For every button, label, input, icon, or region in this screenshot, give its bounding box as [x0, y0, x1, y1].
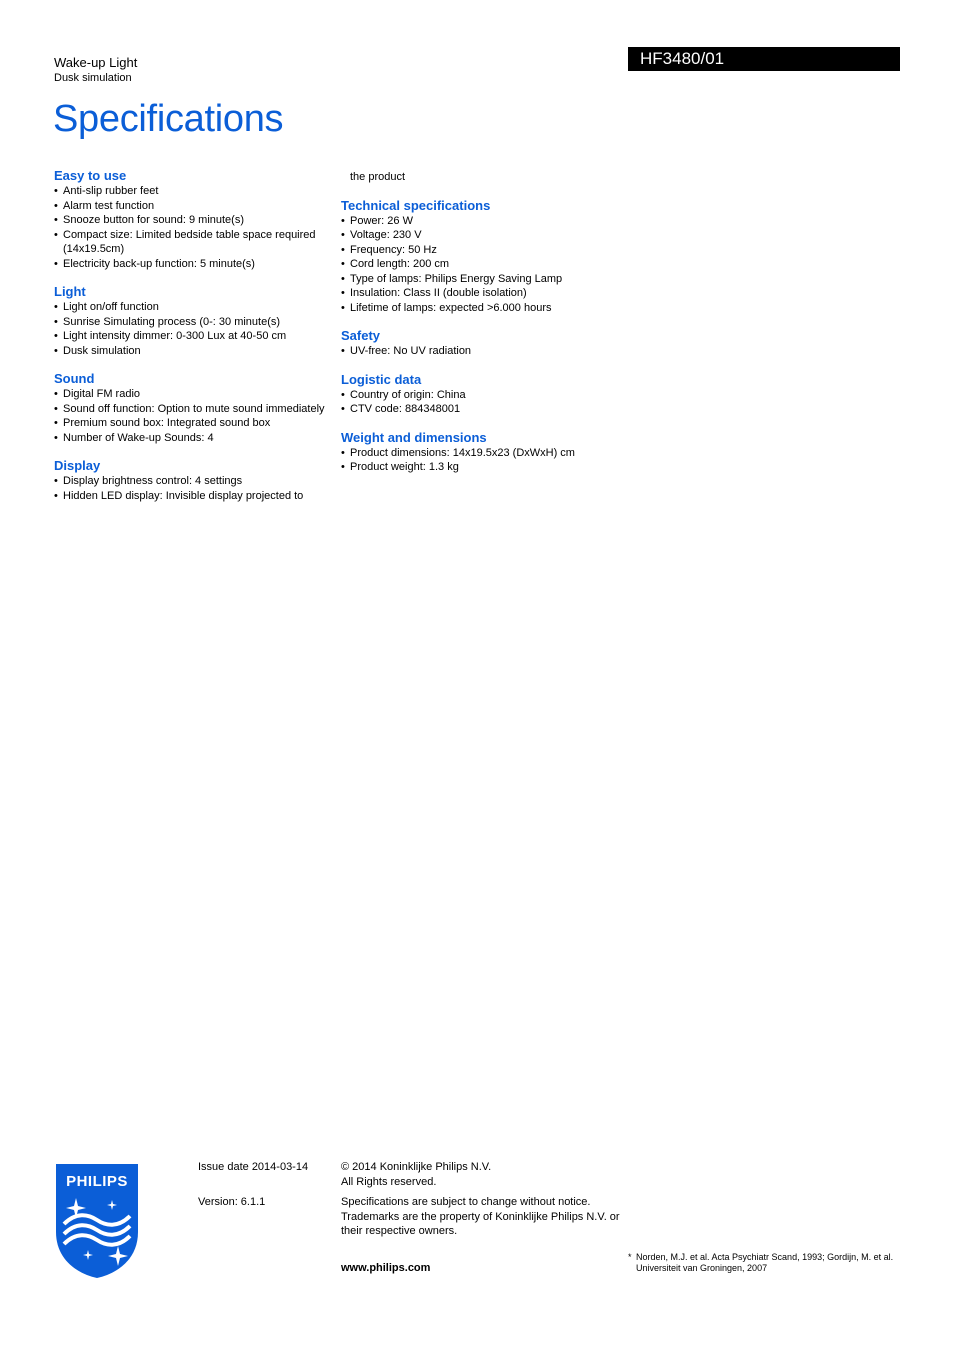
spec-section-sound — [54, 371, 329, 445]
bullet-icon: • — [341, 258, 345, 270]
spec-item-text: UV-free: No UV radiation — [350, 345, 472, 357]
model-badge — [628, 47, 900, 71]
bullet-icon: • — [54, 330, 58, 342]
spec-item — [341, 214, 631, 229]
bullet-icon: • — [54, 388, 58, 400]
copyright-line-2: All Rights reserved. — [341, 1175, 437, 1188]
bullet-icon: • — [54, 344, 58, 357]
bullet-icon: • — [341, 214, 345, 227]
spec-item — [54, 387, 329, 402]
bullet-icon: • — [54, 431, 58, 444]
spec-item-text: Dusk simulation — [63, 344, 141, 357]
bullet-icon: • — [54, 199, 58, 212]
bullet-icon: • — [341, 229, 345, 241]
spec-item-text: Snooze button for sound: 9 minute(s) — [63, 214, 244, 226]
bullet-icon: • — [341, 272, 345, 285]
section-heading: Logistic data — [341, 371, 422, 387]
spec-list — [54, 300, 329, 358]
spec-item — [54, 329, 329, 344]
spec-item-text: Sunrise Simulating process (0-: 30 minute(s) — [63, 315, 281, 328]
spec-list — [54, 387, 329, 445]
spec-item-text: Product dimensions: 14x19.5x23 (DxWxH) cm — [350, 446, 575, 459]
bullet-icon: • — [54, 489, 58, 502]
bullet-icon: • — [341, 301, 345, 314]
spec-item — [341, 228, 631, 243]
spec-item — [341, 257, 631, 272]
spec-list — [54, 474, 329, 503]
section-heading: Sound — [54, 371, 95, 386]
bullet-icon: • — [341, 446, 345, 459]
continued-text: the product — [350, 171, 406, 183]
spec-item — [54, 300, 329, 315]
product-subtitle: Dusk simulation — [54, 72, 132, 84]
bullet-icon: • — [54, 228, 58, 241]
version: Version: 6.1.1 — [198, 1196, 266, 1208]
spec-section-display — [54, 458, 329, 503]
bullet-icon: • — [341, 403, 345, 415]
spec-item — [341, 402, 631, 417]
spec-notice: Specifications are subject to change without notice. Trademarks are the property of Koninklijke Philips N.V. or their respective owners. — [341, 1196, 620, 1237]
spec-item — [341, 272, 631, 287]
spec-item — [54, 431, 329, 446]
section-heading: Weight and dimensions — [341, 429, 487, 445]
spec-column-left — [54, 168, 329, 516]
bullet-icon: • — [54, 301, 58, 313]
footnote-mark: * — [628, 1252, 632, 1262]
spec-item-text: Premium sound box: Integrated sound box — [63, 417, 271, 429]
spec-list — [341, 214, 631, 316]
spec-list — [341, 388, 631, 417]
spec-list — [341, 446, 631, 475]
spec-item-text: Number of Wake-up Sounds: 4 — [63, 431, 214, 444]
spec-item — [341, 243, 631, 258]
bullet-icon: • — [341, 461, 345, 473]
spec-item — [54, 416, 329, 431]
footnote — [628, 1252, 898, 1274]
spec-item — [54, 213, 329, 228]
bullet-icon: • — [341, 243, 345, 256]
logo-wordmark: PHILIPS — [66, 1173, 128, 1190]
spec-list — [341, 344, 631, 359]
spec-item-text: Hidden LED display: Invisible display projected to — [63, 489, 304, 502]
spec-item — [54, 228, 329, 257]
section-heading: Safety — [341, 328, 381, 343]
spec-item — [341, 460, 631, 475]
copyright-line-1: © 2014 Koninklijke Philips N.V. — [341, 1161, 492, 1173]
spec-item — [341, 344, 631, 359]
spec-item — [54, 184, 329, 199]
spec-item-text: Light on/off function — [63, 301, 159, 313]
model-number: HF3480/01 — [640, 49, 725, 68]
spec-item-text: Power: 26 W — [350, 214, 413, 227]
spec-section-weight-and-dimensions — [341, 430, 631, 475]
spec-item — [54, 257, 329, 272]
spec-item — [54, 344, 329, 359]
spec-list — [54, 184, 329, 271]
spec-item-text: Insulation: Class II (double isolation) — [350, 287, 527, 299]
section-heading: Easy to use — [54, 168, 127, 183]
website-link[interactable]: www.philips.com — [341, 1262, 431, 1274]
bullet-icon: • — [54, 257, 58, 270]
section-heading: Light — [54, 284, 86, 299]
spec-item-text: Country of origin: China — [350, 388, 466, 401]
spec-column-right — [341, 170, 631, 488]
spec-item-text: Product weight: 1.3 kg — [350, 461, 459, 473]
spec-section-light — [54, 284, 329, 358]
issue-date: Issue date 2014-03-14 — [198, 1161, 309, 1173]
spec-item-text: Type of lamps: Philips Energy Saving Lamp — [350, 272, 563, 285]
spec-item — [54, 489, 329, 504]
spec-section-technical-specifications — [341, 198, 631, 316]
spec-item — [341, 446, 631, 461]
bullet-icon: • — [54, 402, 58, 415]
bullet-icon: • — [54, 475, 58, 487]
spec-item-text: Digital FM radio — [63, 388, 141, 400]
spec-item-text: Alarm test function — [63, 199, 155, 212]
spec-item-text: Lifetime of lamps: expected >6.000 hours — [350, 301, 552, 314]
spec-item-text: Voltage: 230 V — [350, 229, 422, 241]
copyright — [341, 1160, 611, 1189]
bullet-icon: • — [54, 417, 58, 429]
spec-item-text: CTV code: 884348001 — [350, 403, 461, 415]
section-heading: Display — [54, 458, 101, 473]
bullet-icon: • — [341, 388, 345, 401]
bullet-icon: • — [341, 345, 345, 357]
spec-item — [54, 315, 329, 330]
spec-item-text: Compact size: Limited bedside table space required (14x19.5cm) — [63, 228, 316, 255]
spec-item-text: Electricity back-up function: 5 minute(s) — [63, 257, 255, 270]
spec-item-text: Anti-slip rubber feet — [63, 185, 159, 197]
spec-item — [341, 301, 631, 316]
spec-item-text: Cord length: 200 cm — [350, 258, 450, 270]
philips-shield-logo — [54, 1162, 140, 1279]
bullet-icon: • — [54, 315, 58, 328]
spec-item — [341, 286, 631, 301]
footnote-text: Norden, M.J. et al. Acta Psychiatr Scand, 1993; Gordijn, M. et al. Universiteit van Groningen, 2007 — [636, 1252, 894, 1273]
spec-item — [54, 402, 329, 417]
spec-item — [341, 388, 631, 403]
product-name: Wake-up Light — [54, 55, 138, 70]
spec-section-easy-to-use — [54, 168, 329, 271]
bullet-icon: • — [54, 185, 58, 197]
spec-section-safety — [341, 328, 631, 359]
section-heading: Technical specifications — [341, 197, 491, 213]
spec-section-logistic-data — [341, 372, 631, 417]
spec-item-text: Sound off function: Option to mute sound immediately — [63, 402, 325, 415]
spec-item-text: Frequency: 50 Hz — [350, 243, 437, 256]
spec-item — [54, 474, 329, 489]
spec-item — [54, 199, 329, 214]
spec-item-text: Display brightness control: 4 settings — [63, 475, 243, 487]
page-title: Specifications — [53, 98, 284, 140]
spec-item-text: Light intensity dimmer: 0-300 Lux at 40-50 cm — [63, 330, 287, 342]
bullet-icon: • — [54, 214, 58, 226]
bullet-icon: • — [341, 287, 345, 299]
